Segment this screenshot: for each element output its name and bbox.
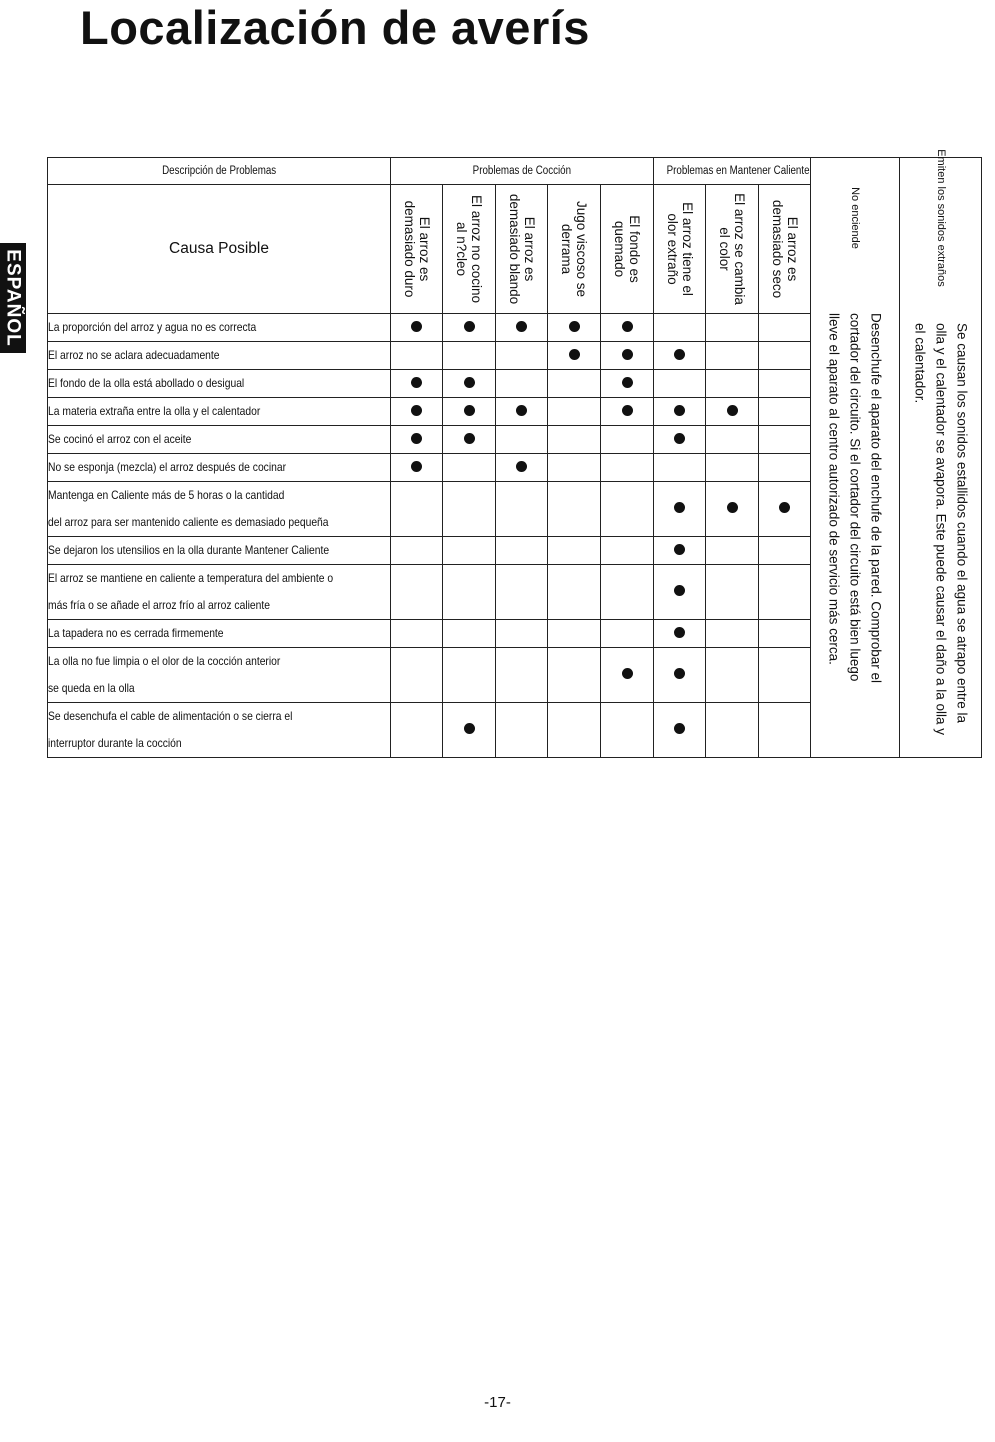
mark-cell bbox=[759, 398, 811, 426]
mark-cell bbox=[759, 565, 811, 620]
cause-text: El arroz no se aclara adecuadamente bbox=[48, 348, 220, 362]
bullet-mark bbox=[516, 405, 527, 416]
mark-cell bbox=[391, 482, 443, 537]
mark-cell bbox=[601, 454, 654, 482]
cause-text: Se desenchufa el cable de alimentación o se cierra el bbox=[48, 709, 293, 723]
cause-text: La proporción del arroz y agua no es correcta bbox=[48, 320, 257, 334]
mark-cell bbox=[759, 454, 811, 482]
bullet-mark bbox=[569, 321, 580, 332]
sonidos-label: Emiten los sonidos extraños bbox=[934, 149, 947, 287]
cause-cell bbox=[48, 454, 391, 482]
cause-cell bbox=[48, 314, 391, 342]
cause-text: El arroz se mantiene en caliente a temperatura del ambiente o bbox=[48, 571, 334, 585]
mark-cell bbox=[548, 703, 601, 758]
bullet-mark bbox=[464, 433, 475, 444]
bullet-mark bbox=[464, 377, 475, 388]
mark-cell bbox=[654, 482, 706, 537]
mark-cell bbox=[654, 426, 706, 454]
bullet-mark bbox=[622, 321, 633, 332]
mark-cell bbox=[654, 370, 706, 398]
bullet-mark bbox=[674, 627, 685, 638]
cause-cell bbox=[48, 620, 391, 648]
cause-text: Mantenga en Caliente más de 5 horas o la cantidad bbox=[48, 488, 285, 502]
mark-cell bbox=[496, 426, 548, 454]
mark-cell bbox=[391, 370, 443, 398]
cause-text: El fondo de la olla está abollado o desigual bbox=[48, 376, 245, 390]
mark-cell bbox=[391, 620, 443, 648]
mark-cell bbox=[706, 537, 759, 565]
sonidos-column bbox=[900, 149, 982, 758]
mark-cell bbox=[496, 537, 548, 565]
cause-text: La materia extraña entre la olla y el calentador bbox=[48, 404, 261, 418]
mark-cell bbox=[496, 314, 548, 342]
mark-cell bbox=[654, 398, 706, 426]
mark-cell bbox=[548, 648, 601, 703]
header-mantener: Problemas en Mantener Caliente bbox=[654, 158, 811, 185]
no-enciende-label: No enciende bbox=[849, 187, 862, 249]
troubleshooting-table bbox=[47, 149, 982, 758]
mark-cell bbox=[443, 314, 496, 342]
mark-cell bbox=[601, 314, 654, 342]
mark-cell bbox=[601, 398, 654, 426]
mark-cell bbox=[654, 342, 706, 370]
mark-cell bbox=[548, 398, 601, 426]
mark-cell bbox=[706, 620, 759, 648]
cause-text: No se esponja (mezcla) el arroz después de cocinar bbox=[48, 460, 287, 474]
column-header-8 bbox=[759, 185, 811, 314]
mark-cell bbox=[496, 398, 548, 426]
column-header-label: El fondo es quemado bbox=[612, 215, 643, 283]
bullet-mark bbox=[674, 502, 685, 513]
mark-cell bbox=[759, 648, 811, 703]
bullet-mark bbox=[516, 321, 527, 332]
mark-cell bbox=[706, 398, 759, 426]
mark-cell bbox=[759, 482, 811, 537]
mark-cell bbox=[496, 454, 548, 482]
mark-cell bbox=[706, 703, 759, 758]
mark-cell bbox=[654, 620, 706, 648]
mark-cell bbox=[601, 426, 654, 454]
cause-text: La tapadera no es cerrada firmemente bbox=[48, 626, 224, 640]
cause-cell bbox=[48, 537, 391, 565]
no-enciende-column bbox=[811, 158, 900, 758]
cause-cell bbox=[48, 648, 391, 703]
mark-cell bbox=[496, 482, 548, 537]
bullet-mark bbox=[411, 377, 422, 388]
mark-cell bbox=[443, 620, 496, 648]
column-header-4 bbox=[548, 185, 601, 314]
cause-cell bbox=[48, 482, 391, 537]
mark-cell bbox=[601, 565, 654, 620]
mark-cell bbox=[391, 342, 443, 370]
mark-cell bbox=[759, 426, 811, 454]
mark-cell bbox=[601, 620, 654, 648]
column-header-label: El arroz tiene el olor extraño bbox=[664, 202, 695, 296]
mark-cell bbox=[706, 342, 759, 370]
language-tab-label: ESPAÑOL bbox=[3, 249, 24, 347]
mark-cell bbox=[548, 342, 601, 370]
column-header-2 bbox=[443, 185, 496, 314]
page-title: Localización de averís bbox=[80, 1, 590, 54]
mark-cell bbox=[706, 370, 759, 398]
bullet-mark bbox=[464, 723, 475, 734]
mark-cell bbox=[391, 703, 443, 758]
bullet-mark bbox=[411, 405, 422, 416]
column-header-label: El arroz es demasiado duro bbox=[401, 200, 432, 298]
bullet-mark bbox=[622, 349, 633, 360]
mark-cell bbox=[601, 482, 654, 537]
cause-text: La olla no fue limpia o el olor de la cocción anterior bbox=[48, 654, 281, 668]
mark-cell bbox=[601, 537, 654, 565]
bullet-mark bbox=[516, 461, 527, 472]
mark-cell bbox=[548, 620, 601, 648]
bullet-mark bbox=[674, 585, 685, 596]
mark-cell bbox=[759, 537, 811, 565]
column-header-label: El arroz no cocino al n?cleo bbox=[454, 194, 484, 304]
mark-cell bbox=[706, 454, 759, 482]
mark-cell bbox=[391, 537, 443, 565]
column-header-label: Jugo viscoso se derrama bbox=[559, 200, 589, 298]
mark-cell bbox=[654, 454, 706, 482]
mark-cell bbox=[496, 565, 548, 620]
bullet-mark bbox=[464, 405, 475, 416]
column-header-3 bbox=[496, 185, 548, 314]
mark-cell bbox=[443, 537, 496, 565]
bullet-mark bbox=[622, 405, 633, 416]
bullet-mark bbox=[779, 502, 790, 513]
language-tab bbox=[0, 243, 26, 353]
mark-cell bbox=[601, 342, 654, 370]
bullet-mark bbox=[411, 433, 422, 444]
mark-cell bbox=[443, 482, 496, 537]
mark-cell bbox=[496, 342, 548, 370]
bullet-mark bbox=[411, 321, 422, 332]
mark-cell bbox=[759, 342, 811, 370]
cause-cell bbox=[48, 703, 391, 758]
mark-cell bbox=[759, 620, 811, 648]
bullet-mark bbox=[411, 461, 422, 472]
mark-cell bbox=[443, 398, 496, 426]
bullet-mark bbox=[674, 433, 685, 444]
mark-cell bbox=[548, 454, 601, 482]
cause-cell bbox=[48, 565, 391, 620]
mark-cell bbox=[443, 342, 496, 370]
mark-cell bbox=[391, 648, 443, 703]
bullet-mark bbox=[674, 544, 685, 555]
mark-cell bbox=[601, 703, 654, 758]
mark-cell bbox=[548, 565, 601, 620]
mark-cell bbox=[706, 482, 759, 537]
cause-text: más fría o se añade el arroz frío al arroz caliente bbox=[48, 598, 270, 612]
mark-cell bbox=[601, 648, 654, 703]
page-number: -17- bbox=[484, 1394, 511, 1411]
column-header-6 bbox=[654, 185, 706, 314]
cause-text: Se dejaron los utensilios en la olla durante Mantener Caliente bbox=[48, 543, 330, 557]
mark-cell bbox=[443, 454, 496, 482]
mark-cell bbox=[443, 565, 496, 620]
column-header-5 bbox=[601, 185, 654, 314]
mark-cell bbox=[443, 426, 496, 454]
mark-cell bbox=[496, 370, 548, 398]
cause-text: Se cocinó el arroz con el aceite bbox=[48, 432, 192, 446]
cause-text: se queda en la olla bbox=[48, 681, 135, 695]
column-header-1 bbox=[391, 185, 443, 314]
no-enciende-remedy: Desenchufe el aparato del enchufe de la pared. Comprobar el cortador del circuito. Si el cortador del circuito está bien luego lleve el aparato al centro autorizado de servicio más cerca. bbox=[826, 313, 884, 683]
column-header-label: El arroz es demasiado blando bbox=[506, 193, 537, 305]
bullet-mark bbox=[569, 349, 580, 360]
mark-cell bbox=[654, 314, 706, 342]
mark-cell bbox=[654, 648, 706, 703]
mark-cell bbox=[706, 314, 759, 342]
mark-cell bbox=[443, 370, 496, 398]
mark-cell bbox=[759, 370, 811, 398]
mark-cell bbox=[759, 703, 811, 758]
mark-cell bbox=[496, 620, 548, 648]
bullet-mark bbox=[727, 405, 738, 416]
mark-cell bbox=[443, 703, 496, 758]
mark-cell bbox=[496, 703, 548, 758]
column-header-label: El arroz se cambia el color bbox=[717, 193, 748, 305]
bullet-mark bbox=[622, 668, 633, 679]
sonidos-remedy: Se causan los sonidos estallidos cuando el agua se atrapo entre la olla y el calentador se avapora. Este puede causar el daño a la olla y el calentador. bbox=[912, 323, 970, 736]
header-descripcion: Descripción de Problemas bbox=[48, 158, 391, 185]
bullet-mark bbox=[674, 405, 685, 416]
cause-text: interruptor durante la cocción bbox=[48, 736, 182, 750]
column-header-label: El arroz es demasiado seco bbox=[769, 199, 800, 299]
cause-cell bbox=[48, 398, 391, 426]
mark-cell bbox=[548, 537, 601, 565]
mark-cell bbox=[706, 426, 759, 454]
mark-cell bbox=[548, 482, 601, 537]
mark-cell bbox=[548, 426, 601, 454]
mark-cell bbox=[759, 314, 811, 342]
mark-cell bbox=[601, 370, 654, 398]
header-causa-posible: Causa Posible bbox=[48, 185, 391, 314]
header-coccion: Problemas de Cocción bbox=[391, 158, 654, 185]
cause-text: del arroz para ser mantenido caliente es demasiado pequeña bbox=[48, 515, 329, 529]
mark-cell bbox=[496, 648, 548, 703]
bullet-mark bbox=[674, 723, 685, 734]
mark-cell bbox=[706, 648, 759, 703]
bullet-mark bbox=[464, 321, 475, 332]
column-header-7 bbox=[706, 185, 759, 314]
cause-cell bbox=[48, 426, 391, 454]
bullet-mark bbox=[622, 377, 633, 388]
cause-cell bbox=[48, 370, 391, 398]
mark-cell bbox=[654, 703, 706, 758]
mark-cell bbox=[706, 565, 759, 620]
mark-cell bbox=[548, 314, 601, 342]
mark-cell bbox=[391, 426, 443, 454]
mark-cell bbox=[391, 565, 443, 620]
mark-cell bbox=[391, 398, 443, 426]
mark-cell bbox=[548, 370, 601, 398]
mark-cell bbox=[391, 454, 443, 482]
mark-cell bbox=[391, 314, 443, 342]
mark-cell bbox=[654, 537, 706, 565]
mark-cell bbox=[654, 565, 706, 620]
mark-cell bbox=[443, 648, 496, 703]
bullet-mark bbox=[727, 502, 738, 513]
bullet-mark bbox=[674, 668, 685, 679]
bullet-mark bbox=[674, 349, 685, 360]
cause-cell bbox=[48, 342, 391, 370]
